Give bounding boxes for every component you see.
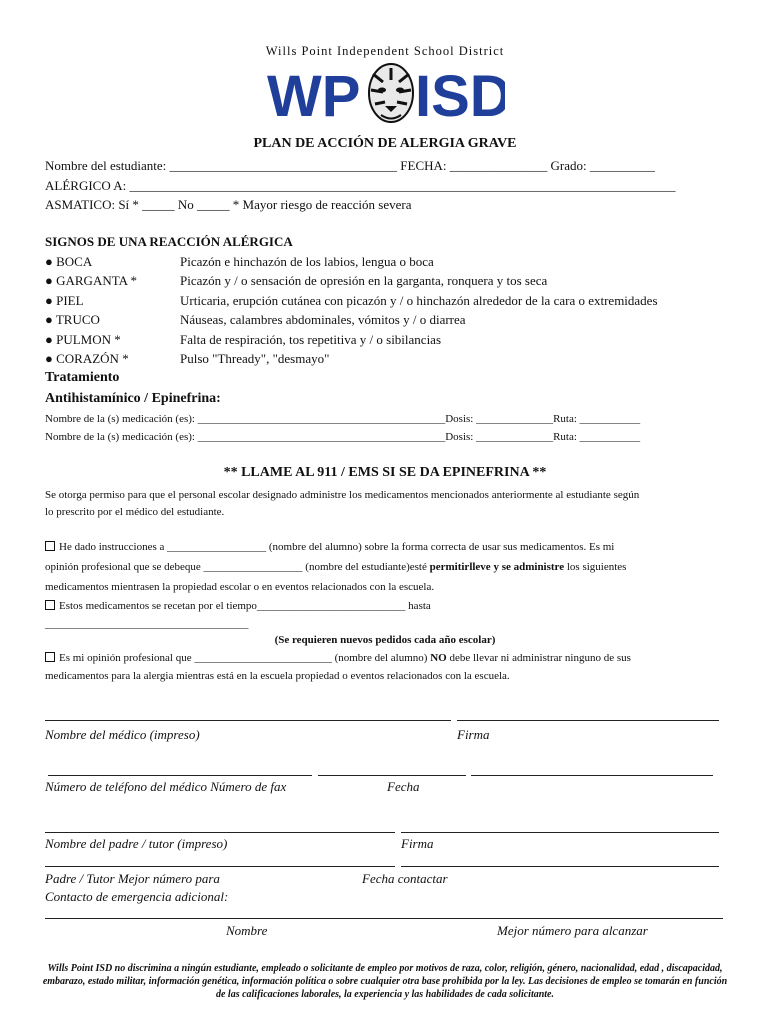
instruction-text-1: He dado instrucciones a __________________ (nombre del alumno) sobre la forma correcta de usar sus medicamentos. Es mi xyxy=(59,541,615,553)
sign-desc: Picazón y / o sensación de opresión en la garganta, ronquera y tos seca xyxy=(180,273,548,288)
treatment-subheading: Antihistamínico / Epinefrina: xyxy=(45,391,221,406)
parent-phone-line[interactable] xyxy=(45,866,395,867)
district-name: Wills Point Independent School District xyxy=(265,44,505,58)
sign-desc: Falta de respiración, tos repetitiva y / o sibilancias xyxy=(180,332,442,347)
sign-desc: Urticaria, erupción cutánea con picazón y / o hinchazón alrededor de la cara o extremidades xyxy=(180,293,658,308)
signature-label-2: Firma xyxy=(401,836,434,851)
sign-name: ● TRUCO xyxy=(45,312,100,327)
sign-name: ● PULMON * xyxy=(45,332,121,347)
instruction-text-4: Estos medicamentos se recetan por el tiempo___________________________ hasta xyxy=(59,600,431,612)
opinion-text-1a: Es mi opinión profesional que _________________________ (nombre del alumno) xyxy=(59,652,431,664)
instruction-line-5: _____________________________________ xyxy=(45,618,249,630)
allergic-line: ALÉRGICO A: ____________________________________________________________________________________ xyxy=(45,178,676,193)
medication-line-2: Nombre de la (s) medicación (es): _____________________________________________Dosis: ______________Ruta: ___________ xyxy=(45,431,641,443)
student-line: Nombre del estudiante: ___________________________________ FECHA: _______________ Grado: __________ xyxy=(45,158,655,173)
call-911-banner: ** LLAME AL 911 / EMS SI SE DA EPINEFRINA ** xyxy=(223,465,547,480)
sign-desc: Picazón e hinchazón de los labios, lengua o boca xyxy=(180,254,434,269)
logo-left-text: WP xyxy=(267,64,361,126)
date-line-1[interactable] xyxy=(471,775,713,776)
sign-desc: Náuseas, calambres abdominales, vómitos y / o diarrea xyxy=(180,312,466,327)
instruction-line-3: medicamentos mientrasen la propiedad escolar o en eventos relacionados con la escuela. xyxy=(45,581,435,593)
sign-desc: Pulso "Thready", "desmayo" xyxy=(180,351,330,366)
instruction-line-4 xyxy=(45,600,431,612)
physician-phone-line[interactable] xyxy=(48,775,312,776)
opinion-text-1b: NO xyxy=(430,652,447,664)
treatment-heading: Tratamiento xyxy=(45,370,120,385)
date-contact-label: Fecha contactar xyxy=(362,871,448,886)
physician-name-label: Nombre del médico (impreso) xyxy=(45,727,200,742)
instruction-text-2a: opinión profesional que se debeque __________________ (nombre del estudiante)esté xyxy=(45,561,430,573)
name-label: Nombre xyxy=(226,923,268,938)
parent-name-label: Nombre del padre / tutor (impreso) xyxy=(45,836,228,851)
contact-date-line[interactable] xyxy=(401,866,719,867)
emergency-contact-line[interactable] xyxy=(45,918,723,919)
emergency-contact-label: Contacto de emergencia adicional: xyxy=(45,889,229,904)
page-title: PLAN DE ACCIÓN DE ALERGIA GRAVE xyxy=(253,136,517,151)
phone-fax-label: Número de teléfono del médico Número de fax xyxy=(45,779,287,794)
permission-line-1: Se otorga permiso para que el personal escolar designado administre los medicamentos mencionados anteriormente al estudiante según xyxy=(45,489,640,501)
signature-label-1: Firma xyxy=(457,727,490,742)
permission-line-2: lo prescrito por el médico del estudiante. xyxy=(45,506,225,518)
medication-line-1: Nombre de la (s) medicación (es): _____________________________________________Dosis: ______________Ruta: ___________ xyxy=(45,413,641,425)
checkbox-duration[interactable] xyxy=(45,600,55,610)
sign-name: ● GARGANTA * xyxy=(45,273,138,288)
date-label-1: Fecha xyxy=(387,779,420,794)
instruction-line-2 xyxy=(45,561,626,573)
new-orders-note: (Se requieren nuevos pedidos cada año escolar) xyxy=(274,634,496,646)
parent-signature-line[interactable] xyxy=(401,832,719,833)
instruction-text-2b: permitirlleve y se administre xyxy=(429,561,565,573)
opinion-line-1 xyxy=(45,652,631,664)
signs-heading: SIGNOS DE UNA REACCIÓN ALÉRGICA xyxy=(45,234,293,249)
tiger-head-icon xyxy=(369,64,413,122)
asthmatic-line: ASMATICO: Sí * _____ No _____ * Mayor riesgo de reacción severa xyxy=(45,197,412,212)
opinion-text-1c: debe llevar ni administrar ninguno de sus xyxy=(446,652,631,664)
sign-name: ● CORAZÓN * xyxy=(45,351,129,366)
nondiscrimination-footer: Wills Point ISD no discrimina a ningún estudiante, empleado o solicitante de empleo por motivos de raza, color, religión, género, nacionalidad, edad , discapacidad, embarazo, estado militar, información genética, información política o sobre cualquier otra base prohibida por la ley. Las decisiones de empleo se tomarán en función de las calificaciones laborales, la experiencia y las habilidades de cada solicitante. xyxy=(42,963,728,1000)
sign-name: ● BOCA xyxy=(45,254,93,269)
logo-right-text: ISD xyxy=(415,64,505,126)
parent-phone-label: Padre / Tutor Mejor número para xyxy=(45,871,220,886)
physician-fax-line[interactable] xyxy=(318,775,466,776)
best-number-label: Mejor número para alcanzar xyxy=(497,923,648,938)
opinion-line-2: medicamentos para la alergia mientras está en la escuela propiedad o eventos relacionados con la escuela. xyxy=(45,670,510,682)
checkbox-opinion[interactable] xyxy=(45,652,55,662)
sign-name: ● PIEL xyxy=(45,293,84,308)
parent-name-line[interactable] xyxy=(45,832,395,833)
checkbox-instruct[interactable] xyxy=(45,541,55,551)
instruction-text-2c: los siguientes xyxy=(564,561,627,573)
wpisd-logo xyxy=(265,60,505,126)
physician-name-line[interactable] xyxy=(45,720,451,721)
physician-signature-line[interactable] xyxy=(457,720,719,721)
instruction-line-1 xyxy=(45,541,614,553)
